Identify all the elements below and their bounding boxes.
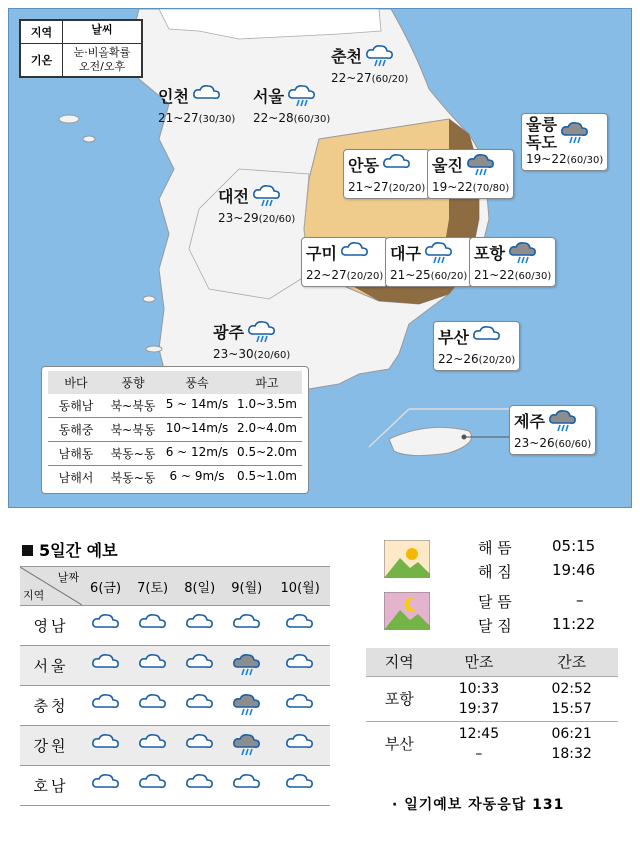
cloud-icon (82, 766, 129, 806)
legend-prob1: 눈·비올확률 (73, 46, 131, 59)
sea-cell: 남해서 (58, 471, 94, 485)
cloud-icon (176, 606, 223, 646)
moonrise-time: – (576, 591, 584, 609)
city-name: 포항 (474, 244, 505, 263)
city-temp-range: 22~27 (306, 268, 347, 282)
sun-icon (384, 540, 430, 582)
city-forecast-box (385, 237, 472, 287)
sea-cell: 6 ~ 9m/s (169, 469, 225, 483)
sea-row (48, 418, 302, 442)
tide-time: 19:37 (458, 700, 500, 717)
cloud-icon (270, 766, 330, 806)
city-precip-prob: (60/30) (514, 271, 552, 282)
day-header: 10(월) (270, 567, 330, 606)
city-precip-prob: (60/30) (293, 114, 331, 125)
five-day-title-text: 5일간 예보 (39, 541, 118, 560)
forecast-row (20, 646, 330, 686)
sea-header-wind-speed: 풍속 (185, 376, 209, 390)
day-header: 7(토) (129, 567, 176, 606)
city-forecast-box (427, 149, 514, 199)
tide-low-times (525, 721, 618, 766)
city-temp (218, 211, 295, 227)
corner-cell (20, 567, 82, 606)
cloud-icon (129, 726, 176, 766)
sea-row (48, 442, 302, 466)
auto-response-phone: · 일기예보 자동응답 131 (392, 797, 565, 813)
cloud-icon (176, 726, 223, 766)
city-name: 춘천 (331, 47, 362, 66)
five-day-title (22, 538, 118, 561)
forecast-row (20, 686, 330, 726)
cloud-icon (176, 686, 223, 726)
sea-cell: 6 ~ 12m/s (165, 445, 229, 459)
city-temp (306, 268, 383, 284)
sea-header-sea: 바다 (64, 376, 88, 390)
city-temp (474, 268, 551, 284)
cloud-icon (192, 83, 222, 111)
gray-rain-cloud-icon (466, 152, 496, 180)
city-name: 울진 (432, 156, 463, 175)
cloud-icon (82, 686, 129, 726)
cloud-icon (176, 766, 223, 806)
gray-rain-cloud-icon (548, 408, 578, 436)
tide-time: 12:45 (458, 725, 500, 742)
tide-time: 06:21 (551, 725, 592, 742)
city-name: 서울 (253, 87, 284, 106)
day-header: 9(월) (223, 567, 270, 606)
city-temp-range: 23~29 (218, 211, 259, 225)
forecast-region: 호남 (20, 766, 82, 806)
gray-rain-cloud-icon (223, 726, 270, 766)
cloud-icon (270, 646, 330, 686)
tide-header-region: 지역 (366, 648, 433, 676)
day-header: 8(일) (176, 567, 223, 606)
cloud-icon (129, 766, 176, 806)
tide-region: 부산 (366, 721, 433, 766)
square-bullet-icon (22, 545, 33, 556)
city-temp (526, 152, 603, 168)
city-precip-prob: (60/20) (430, 271, 468, 282)
city-forecast-box (327, 41, 412, 89)
forecast-region: 서울 (20, 646, 82, 686)
tide-time: 02:52 (551, 680, 592, 697)
city-forecast-box (301, 237, 388, 287)
sea-cell: 5 ~ 14m/s (165, 397, 229, 411)
cloud-icon (129, 686, 176, 726)
city-temp-range: 19~22 (432, 180, 473, 194)
sea-cell: 2.0~4.0m (237, 421, 297, 435)
tide-high-times (433, 676, 526, 721)
city-temp-range: 22~26 (438, 352, 479, 366)
tide-row (366, 721, 618, 766)
legend-region: 지역 (21, 21, 63, 43)
cloud-icon (270, 686, 330, 726)
city-temp (331, 71, 408, 87)
tide-low-times (525, 676, 618, 721)
city-temp-range: 21~27 (158, 111, 199, 125)
city-temp-range: 19~22 (526, 152, 567, 166)
city-temp (438, 352, 515, 368)
city-forecast-box (214, 181, 299, 229)
forecast-region: 영남 (20, 606, 82, 646)
city-name: 구미 (306, 244, 337, 263)
sea-cell: 1.0~3.5m (237, 397, 297, 411)
sunset-time: 19:46 (552, 561, 596, 579)
rain-cloud-icon (247, 319, 277, 347)
sunrise-time: 05:15 (552, 537, 596, 555)
rain-cloud-icon (287, 83, 317, 111)
city-precip-prob: (60/30) (566, 155, 604, 166)
city-precip-prob: (30/30) (198, 114, 236, 125)
tide-header-low: 간조 (525, 648, 618, 676)
tide-row (366, 676, 618, 721)
tide-time: – (475, 745, 483, 762)
forecast-row (20, 726, 330, 766)
city-temp (158, 111, 235, 127)
sea-cell: 동해남 (58, 399, 94, 413)
city-precip-prob: (20/20) (388, 183, 426, 194)
city-precip-prob: (60/20) (371, 74, 409, 85)
cloud-icon (382, 152, 412, 180)
sunset-label: 해 짐 (478, 563, 512, 581)
tide-high-times (433, 721, 526, 766)
city-forecast-box (469, 237, 556, 287)
sunrise-label: 해 뜸 (478, 539, 512, 557)
cloud-icon (472, 324, 502, 352)
moonset-time: 11:22 (552, 615, 596, 633)
rain-cloud-icon (424, 240, 454, 268)
corner-date-label: 날짜 (57, 571, 79, 584)
sea-cell: 북동~동 (110, 447, 156, 461)
city-temp-range: 21~27 (348, 180, 389, 194)
tide-time: 10:33 (458, 680, 500, 697)
tide-table (366, 648, 618, 766)
city-temp-range: 22~28 (253, 111, 294, 125)
city-name: 부산 (438, 328, 469, 347)
forecast-row (20, 766, 330, 806)
city-name: 대구 (390, 244, 421, 263)
cloud-icon (176, 646, 223, 686)
gray-rain-cloud-icon (560, 120, 590, 148)
sea-cell: 동해중 (58, 423, 94, 437)
city-forecast-box (343, 149, 430, 199)
city-temp-range: 22~27 (331, 71, 372, 85)
sea-header-wave: 파고 (255, 376, 279, 390)
city-name: 제주 (514, 412, 545, 431)
tide-time: 15:57 (551, 700, 592, 717)
legend-weather: 날씨 (91, 23, 113, 36)
legend-temp: 기온 (21, 44, 63, 76)
cloud-icon (270, 606, 330, 646)
cloud-icon (82, 606, 129, 646)
forecast-region: 강원 (20, 726, 82, 766)
tide-header-high: 만조 (433, 648, 526, 676)
forecast-region: 충청 (20, 686, 82, 726)
city-forecast-box (209, 317, 294, 365)
city-forecast-box (509, 405, 596, 455)
city-temp-range: 21~22 (474, 268, 515, 282)
sea-cell: 북동~동 (110, 471, 156, 485)
city-precip-prob: (20/60) (258, 214, 296, 225)
cloud-icon (129, 646, 176, 686)
gray-rain-cloud-icon (223, 646, 270, 686)
city-temp (390, 268, 467, 284)
city-temp-range: 23~30 (213, 347, 254, 361)
cloud-icon (340, 240, 370, 268)
day-header: 6(금) (82, 567, 129, 606)
sea-header-row (48, 371, 302, 394)
city-name: 인천 (158, 87, 189, 106)
city-precip-prob: (70/80) (472, 183, 510, 194)
city-temp (213, 347, 290, 363)
forecast-row (20, 606, 330, 646)
city-temp-range: 23~26 (514, 436, 555, 450)
rain-cloud-icon (252, 183, 282, 211)
sea-row (48, 394, 302, 418)
city-name: 안동 (348, 156, 379, 175)
cloud-icon (223, 606, 270, 646)
sea-header-wind-dir: 풍향 (121, 376, 145, 390)
city-forecast-box (521, 113, 608, 171)
city-temp (253, 111, 330, 127)
map-legend (19, 19, 143, 78)
tide-header-row (366, 648, 618, 676)
city-forecast-box (433, 321, 520, 371)
city-name: 광주 (213, 323, 244, 342)
five-day-header-row (20, 567, 330, 606)
rain-cloud-icon (365, 43, 395, 71)
sea-forecast-table (41, 366, 309, 494)
moon-icon (384, 592, 430, 634)
cloud-icon (270, 726, 330, 766)
city-name: 대전 (218, 187, 249, 206)
city-precip-prob: (20/60) (253, 350, 291, 361)
city-temp (432, 180, 509, 196)
sea-cell: 0.5~1.0m (237, 469, 297, 483)
moonset-label: 달 짐 (478, 617, 512, 635)
cloud-icon (223, 766, 270, 806)
city-temp-range: 21~25 (390, 268, 431, 282)
city-forecast-box (249, 81, 334, 129)
city-forecast-box (154, 81, 239, 129)
sea-cell: 0.5~2.0m (237, 445, 297, 459)
gray-rain-cloud-icon (508, 240, 538, 268)
sea-cell: 남해동 (58, 447, 94, 461)
cloud-icon (129, 606, 176, 646)
sea-cell: 10~14m/s (165, 421, 229, 435)
sea-cell: 북~북동 (110, 399, 156, 413)
city-temp (514, 436, 591, 452)
cloud-icon (82, 726, 129, 766)
tide-region: 포항 (366, 676, 433, 721)
city-name: 울릉 독도 (526, 115, 557, 152)
legend-prob2: 오전/오후 (78, 60, 126, 73)
cloud-icon (82, 646, 129, 686)
sea-row (48, 466, 302, 489)
five-day-table (20, 566, 330, 806)
moonrise-label: 달 뜸 (478, 593, 512, 611)
tide-time: 18:32 (551, 745, 592, 762)
city-temp (348, 180, 425, 196)
gray-rain-cloud-icon (223, 686, 270, 726)
city-precip-prob: (20/20) (478, 355, 516, 366)
weather-map (8, 8, 632, 508)
city-precip-prob: (60/60) (554, 439, 592, 450)
sea-cell: 북~북동 (110, 423, 156, 437)
corner-region-label: 지역 (23, 589, 45, 602)
city-precip-prob: (20/20) (346, 271, 384, 282)
